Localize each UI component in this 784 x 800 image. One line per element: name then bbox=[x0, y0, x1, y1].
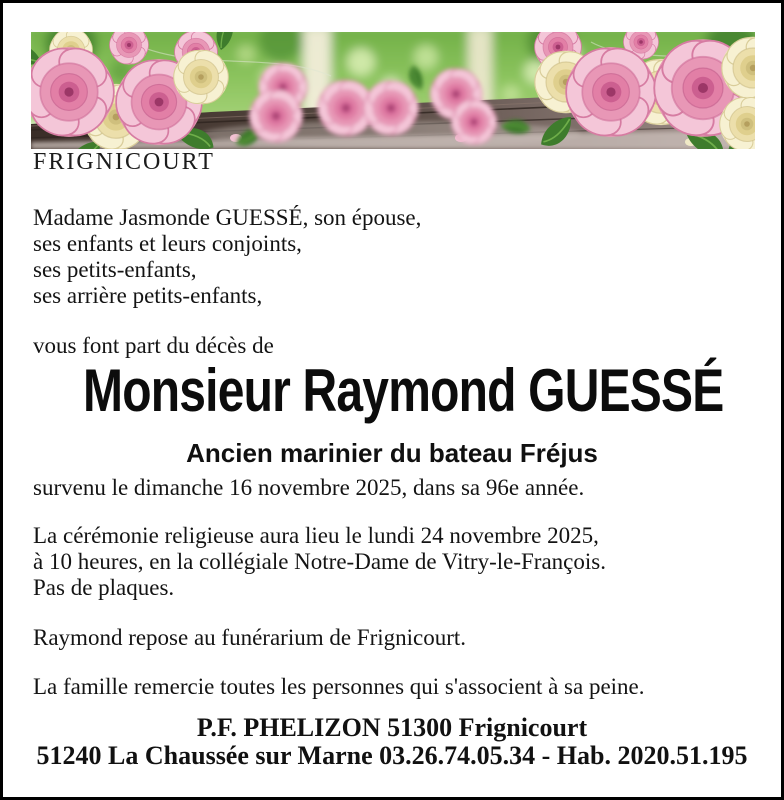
ceremony-line: Pas de plaques. bbox=[33, 575, 175, 600]
ceremony-line: à 10 heures, en la collégiale Notre-Dame de Vitry-le-François. bbox=[33, 549, 606, 574]
commune-heading: FRIGNICOURT bbox=[33, 149, 215, 175]
repose-line: Raymond repose au funérarium de Frignicourt. bbox=[33, 625, 467, 650]
family-line: ses petits-enfants, bbox=[33, 257, 197, 282]
ceremony-line: La cérémonie religieuse aura lieu le lundi 24 novembre 2025, bbox=[33, 523, 599, 548]
thanks-line: La famille remercie toutes les personnes qui s'associent à sa peine. bbox=[33, 674, 645, 699]
death-line: survenu le dimanche 16 novembre 2025, dans sa 96e année. bbox=[33, 475, 585, 500]
deceased-name-text: Monsieur Raymond GUESSÉ bbox=[83, 357, 724, 424]
ceremony-paragraph bbox=[33, 523, 751, 601]
family-line: Madame Jasmonde GUESSÉ, son épouse, bbox=[33, 205, 422, 230]
funeral-home-footer bbox=[3, 714, 781, 770]
roses-banner-photo bbox=[31, 32, 755, 149]
deceased-name bbox=[3, 358, 781, 440]
family-paragraph bbox=[33, 205, 751, 309]
funeral-home-line: P.F. PHELIZON 51300 Frignicourt bbox=[196, 713, 588, 742]
intro-line: vous font part du décès de bbox=[33, 333, 274, 358]
family-line: ses arrière petits-enfants, bbox=[33, 283, 263, 308]
family-line: ses enfants et leurs conjoints, bbox=[33, 231, 302, 256]
deceased-subtitle: Ancien marinier du bateau Fréjus bbox=[186, 438, 598, 468]
funeral-home-line: 51240 La Chaussée sur Marne 03.26.74.05.34 - Hab. 2020.51.195 bbox=[36, 741, 748, 770]
